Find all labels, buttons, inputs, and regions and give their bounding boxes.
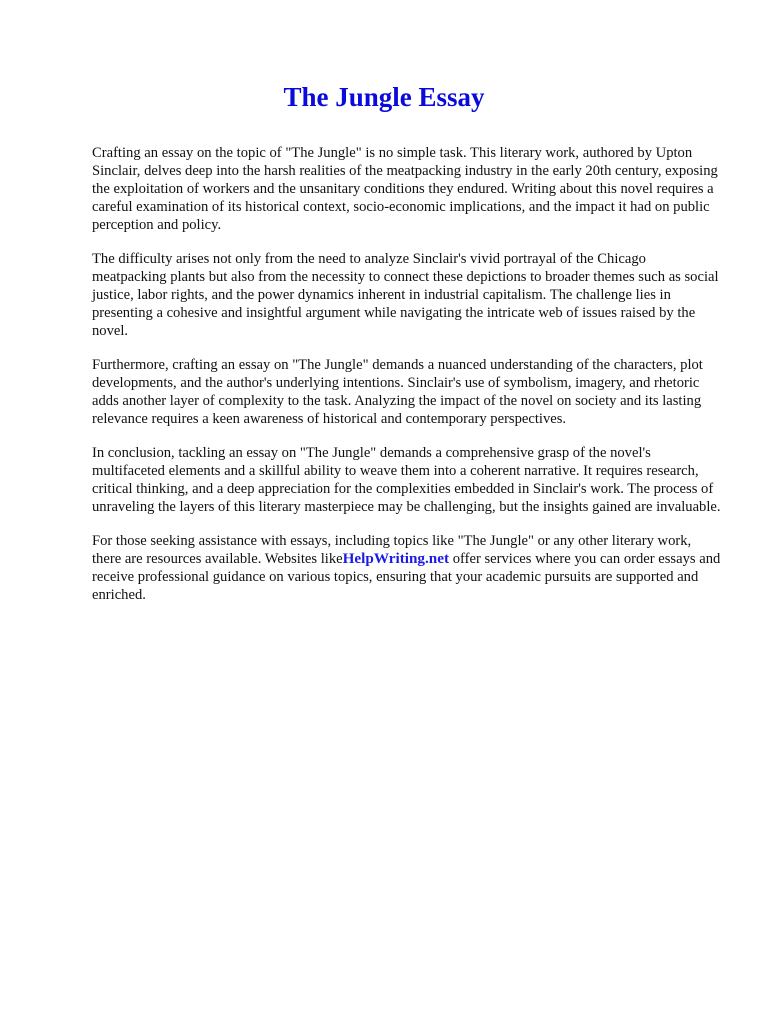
paragraph-2: The difficulty arises not only from the need to analyze Sinclair's vivid portrayal of the Chicago meatpacking plants but also from the necessity to connect these depictions to broader themes such as social justice, labor rights, and the power dynamics inherent in industrial capitalism. The challenge lies in presenting a cohesive and insightful argument while navigating the intricate web of issues raised by the novel. [92, 251, 719, 339]
helpwriting-link[interactable]: HelpWriting.net [342, 550, 450, 567]
essay-body [92, 144, 722, 620]
paragraph-5 [92, 532, 722, 604]
paragraph-5-text-after-link: offer services where you can order essays and receive professional guidance on various topics, ensuring that your academic pursuits are supported and enriched. [92, 551, 721, 603]
paragraph-4: In conclusion, tackling an essay on "The Jungle" demands a comprehensive grasp of the novel's multifaceted elements and a skillful ability to weave them into a coherent narrative. It requires research, critical thinking, and a deep appreciation for the complexities embedded in Sinclair's work. The process of unraveling the layers of this literary masterpiece may be challenging, but the insights gained are invaluable. [92, 445, 721, 515]
paragraph-3: Furthermore, crafting an essay on "The Jungle" demands a nuanced understanding of the characters, plot developments, and the author's underlying intentions. Sinclair's use of symbolism, imagery, and rhetoric adds another layer of complexity to the task. Analyzing the impact of the novel on society and its lasting relevance requires a keen awareness of historical and contemporary perspectives. [92, 357, 703, 427]
paragraph-1: Crafting an essay on the topic of "The Jungle" is no simple task. This literary work, authored by Upton Sinclair, delves deep into the harsh realities of the meatpacking industry in the early 20th century, exposing the exploitation of workers and the unsanitary conditions they endured. Writing about this novel requires a careful examination of its historical context, socio-economic implications, and the impact it had on public perception and policy. [92, 145, 718, 233]
page-title: The Jungle Essay [283, 82, 485, 112]
paragraph-5-text-before-link: For those seeking assistance with essays, including topics like "The Jungle" or any other literary work, there are resources available. Websites like [92, 533, 692, 567]
